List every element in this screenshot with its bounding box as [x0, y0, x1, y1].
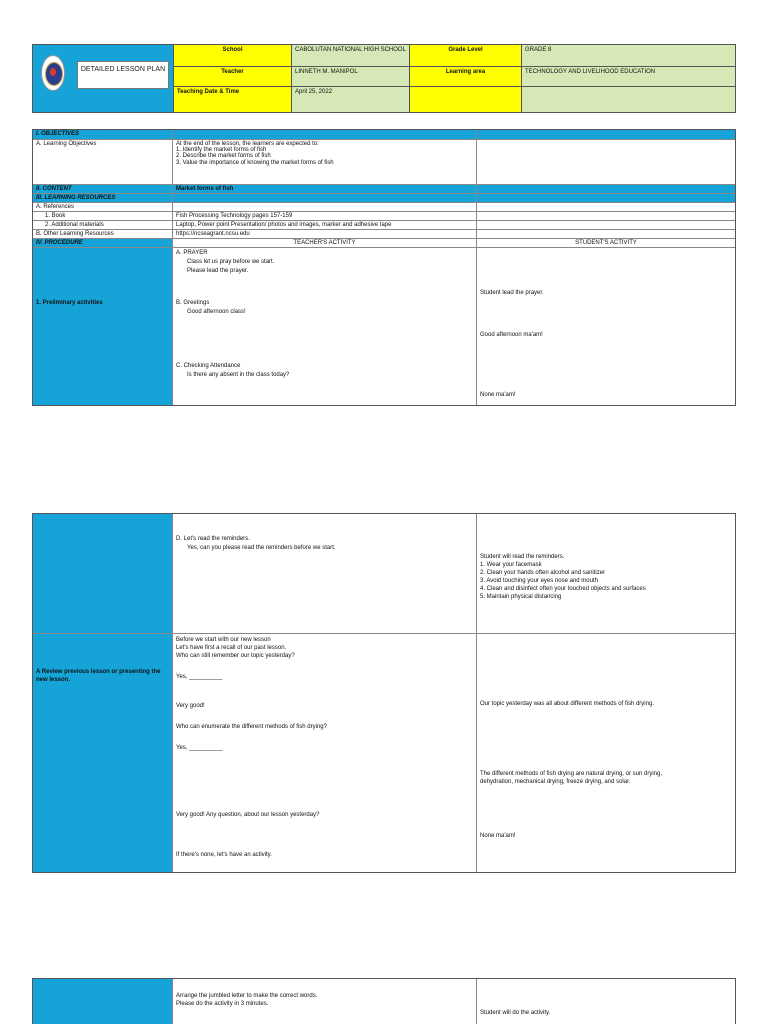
lo-line: 1. Identify the market forms of fish [176, 147, 267, 154]
lo-line: 2. Describe the market forms of fish [176, 153, 271, 160]
review-line: Before we start with our new lesson [176, 637, 271, 643]
teacher-col-head: TEACHER'S ACTIVITY [173, 239, 477, 247]
reminders-teacher-cell [173, 514, 477, 633]
s-activity: Student will do the activity. [480, 1010, 551, 1016]
review-line: Who can still remember our topic yesterday? [176, 653, 295, 659]
s-reminder: 3. Avoid touching your eyes nose and mouth [480, 578, 598, 584]
review-teacher-cell [173, 634, 477, 872]
procedure-head: IV. PROCEDURE [33, 239, 173, 247]
page2-table [32, 513, 736, 873]
prayer-line: Class let us pray before we start. [187, 259, 275, 265]
refs-label: A. References [33, 203, 173, 211]
procedure-row [33, 239, 735, 248]
document-title: DETAILED LESSON PLAN [77, 61, 169, 89]
yes-blank: Yes, __________ [176, 745, 223, 751]
attend-line: Is there any absent in the class today? [187, 372, 290, 378]
prayer-title: A. PRAYER [176, 250, 208, 256]
book-row [33, 212, 735, 221]
blank-value-cell [522, 87, 735, 112]
s-attend: None ma'am! [480, 392, 516, 398]
addl-label: 2. Additional materials [33, 221, 173, 229]
references-row [33, 203, 735, 212]
header-row-date [174, 87, 735, 112]
s-methods: dehydration, mechanical drying, freeze drying, and solar. [480, 779, 631, 785]
review-cell [33, 634, 173, 872]
resources-row [33, 194, 735, 203]
s-reminder: 2. Clean your hands often alcohol and sanitizer [480, 570, 606, 576]
grade-value: GRADE 8 [522, 45, 735, 67]
student-col-head: STUDENT'S ACTIVITY [575, 240, 637, 246]
review-row [33, 634, 735, 872]
lo-line: 3. Value the importance of knowing the market forms of fish [176, 159, 334, 166]
header-table [32, 44, 736, 113]
preliminary-row [33, 248, 735, 405]
content-value: Market forms of fish [173, 185, 477, 193]
grade-label: Grade Level [410, 45, 522, 67]
s-reminder: 4. Clean and disinfect often your touched objects and surfaces [480, 586, 646, 592]
s-reminder: 1. Wear your facemask [480, 562, 542, 568]
activity-line: Please do the activity in 3 minutes. [176, 1001, 269, 1007]
prelim-teacher-cell [173, 248, 477, 405]
very-good-question: Very good! Any question, about our lesson yesterday? [176, 812, 320, 818]
prelim-student-cell [477, 248, 735, 405]
s-prayer: Student lead the prayer. [480, 290, 544, 296]
greet-title: B. Greetings [176, 300, 210, 306]
blank-label-cell [410, 87, 522, 112]
logo-cell [33, 45, 174, 112]
s-none: None ma'am! [480, 833, 516, 839]
header-row-school [174, 45, 735, 67]
additional-row [33, 221, 735, 230]
header-row-teacher [174, 67, 735, 87]
yes-blank: Yes, __________ [176, 674, 223, 680]
resources-head: III. LEARNING RESOURCES [33, 194, 173, 202]
lo-line: At the end of the lesson, the learners are expected to: [176, 141, 319, 147]
if-none: If there's none, let's have an activity. [176, 852, 272, 858]
reminders-line: Yes, can you please read the reminders before we start. [187, 545, 336, 551]
prayer-line: Please lead the prayer. [187, 268, 249, 274]
s-reminder: Student will read the reminders. [480, 554, 565, 560]
attend-title: C. Checking Attendance [176, 363, 241, 369]
objectives-row [33, 130, 735, 140]
school-label: School [174, 45, 292, 67]
plan-table [32, 129, 736, 406]
s-reminder: 5. Maintain physical distancing [480, 594, 562, 600]
activity-row [33, 979, 735, 1024]
prelim-cell [33, 248, 173, 405]
s-topic: Our topic yesterday was all about different methods of fish drying. [480, 701, 654, 707]
area-value: TECHNOLOGY AND LIVELIHOOD EDUCATION [522, 67, 735, 87]
prelim-label: 1. Preliminary activities [36, 300, 103, 306]
addl-value: Laptop, Power point Presentation/ photos and images, marker and adhesive tape [173, 221, 477, 229]
teacher-label: Teacher [174, 67, 292, 87]
very-good: Very good! [176, 703, 205, 709]
deped-seal-icon [41, 55, 65, 91]
school-value: CABOLUTAN NATIONAL HIGH SCHOOL [292, 45, 410, 67]
lo-label: A. Learning Objectives [33, 140, 173, 184]
objectives-head: I. OBJECTIVES [33, 130, 173, 139]
other-label: B. Other Learning Resources [33, 230, 173, 238]
s-greet: Good afternoon ma'am! [480, 332, 543, 338]
greet-line: Good afternoon class! [187, 309, 246, 315]
date-value: April 25, 2022 [292, 87, 410, 112]
page3-table [32, 978, 736, 1024]
other-value: https://ncseagrant.ncsu.edu [173, 230, 477, 238]
enumerate-question: Who can enumerate the different methods of fish drying? [176, 724, 327, 730]
reminders-student-cell [477, 514, 735, 633]
teacher-value: LINNETH M. MANIPOL [292, 67, 410, 87]
activity-line: Arrange the jumbled letter to make the correct words. [176, 993, 318, 999]
area-label: Learning area [410, 67, 522, 87]
review-student-cell [477, 634, 735, 872]
book-label: 1. Book [33, 212, 173, 220]
review-line: Let's have first a recall of our past lesson. [176, 645, 287, 651]
content-head: II. CONTENT [33, 185, 173, 193]
content-row [33, 185, 735, 194]
other-resources-row [33, 230, 735, 239]
learning-objectives-row [33, 140, 735, 185]
date-label: Teaching Date & Time [174, 87, 292, 112]
book-value: Fish Processing Technology pages 157-159 [173, 212, 477, 220]
reminders-title: D. Let's read the reminders. [176, 536, 250, 542]
review-label: A Review previous lesson or presenting the new lesson. [36, 669, 161, 683]
reminders-row [33, 514, 735, 634]
lo-cell [173, 140, 477, 184]
s-methods: The different methods of fish drying are natural drying, or sun drying, [480, 771, 662, 777]
activity-student-cell [477, 979, 735, 1024]
activity-teacher-cell [173, 979, 477, 1024]
